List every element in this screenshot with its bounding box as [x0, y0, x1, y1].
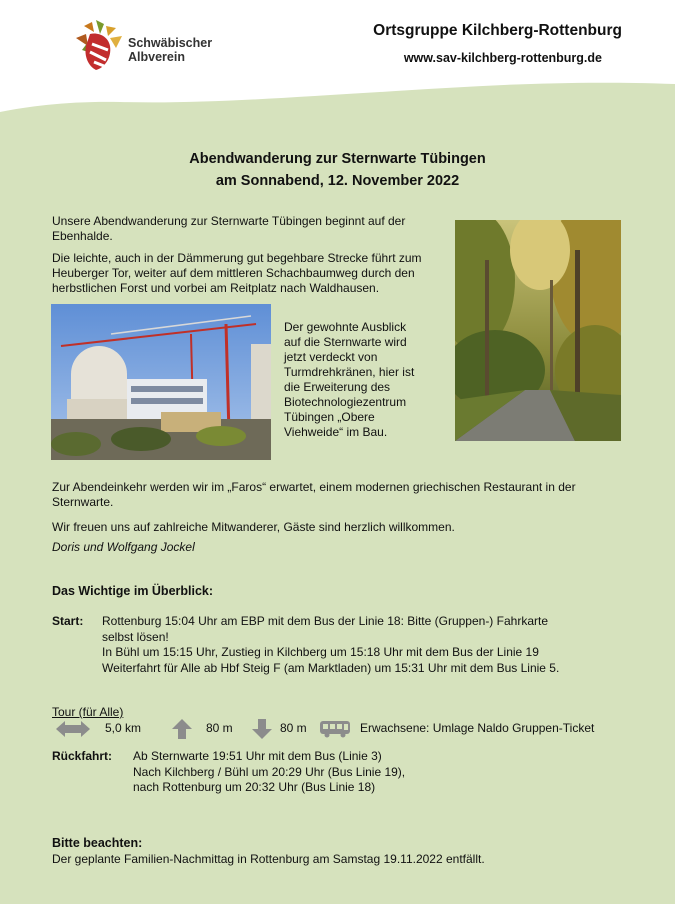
return-line: Ab Sternwarte 19:51 Uhr mit dem Bus (Linie 3)	[133, 749, 382, 763]
closing-paragraph-2: Wir freuen uns auf zahlreiche Mitwanderer, Gäste sind herzlich willkommen.	[52, 520, 455, 534]
forest-path-photo	[455, 220, 621, 441]
note-heading: Bitte beachten:	[52, 836, 143, 850]
return-line: Nach Kilchberg / Bühl um 20:29 Uhr (Bus Linie 19),	[133, 764, 406, 779]
return-label: Rückfahrt:	[52, 749, 113, 763]
overview-heading: Das Wichtige im Überblick:	[52, 584, 214, 598]
title-line2: am Sonnabend, 12. November 2022	[215, 173, 460, 189]
closing-paragraph-1: Zur Abendeinkehr werden wir im „Faros“ erwartet, einem modernen griechischen Restaurant in der Sternwarte.	[52, 480, 576, 509]
double-arrow-icon	[56, 720, 90, 738]
start-line: Weiterfahrt für Alle ab Hbf Steig F (am Marktladen) um 15:31 Uhr mit dem Bus Linie 5.	[102, 660, 560, 675]
start-details	[102, 614, 602, 676]
start-line: In Bühl um 15:15 Uhr, Zustieg in Kilchberg um 15:18 Uhr mit dem Bus der Linie 19	[102, 645, 539, 659]
tour-distance: 5,0 km	[105, 721, 142, 735]
bus-icon	[319, 720, 351, 738]
page-title	[0, 148, 675, 192]
observatory-photo	[51, 304, 271, 460]
return-line: nach Rottenburg um 20:32 Uhr (Bus Linie 18)	[133, 780, 376, 794]
tour-info-row	[52, 718, 652, 740]
start-line: selbst lösen!	[102, 629, 169, 644]
signature: Doris und Wolfgang Jockel	[52, 540, 195, 554]
logo-line2: Albverein	[128, 50, 185, 64]
org-url[interactable]: www.sav-kilchberg-rottenburg.de	[403, 51, 602, 65]
logo-text	[128, 36, 212, 64]
start-label: Start:	[52, 614, 84, 628]
tour-ascent: 80 m	[206, 721, 233, 735]
tour-label: Tour (für Alle)	[52, 705, 124, 719]
org-name: Ortsgruppe Kilchberg-Rottenburg	[373, 22, 622, 39]
tour-descent: 80 m	[280, 721, 307, 735]
tour-ticket: Erwachsene: Umlage Naldo Gruppen-Ticket	[360, 721, 595, 735]
arrow-down-icon	[252, 719, 272, 739]
logo-line1: Schwäbischer	[128, 36, 213, 50]
title-line1: Abendwanderung zur Sternwarte Tübingen	[189, 151, 486, 167]
intro-paragraph-2: Die leichte, auch in der Dämmerung gut begehbare Strecke führt zum Heuberger Tor, weiter auf dem mittleren Schachbaumweg durch den herbstlichen Forst und vorbei am Reitplatz nach Waldhausen.	[52, 251, 422, 295]
photo-caption: Der gewohnte Ausblick auf die Sternwarte wird jetzt verdeckt von Turmdrehkränen, hier ist die Erweiterung des Biotechnologiezentrum Tübingen „Obere Viehweide“ im Bau.	[284, 320, 415, 439]
start-line: Rottenburg 15:04 Uhr am EBP mit dem Bus der Linie 18: Bitte (Gruppen-) Fahrkarte	[102, 614, 548, 628]
arrow-up-icon	[172, 719, 192, 739]
albverein-logo-icon	[74, 20, 124, 72]
note-text: Der geplante Familien-Nachmittag in Rottenburg am Samstag 19.11.2022 entfällt.	[52, 852, 485, 866]
page-header	[0, 0, 675, 120]
return-details	[133, 749, 405, 796]
intro-paragraph-1: Unsere Abendwanderung zur Sternwarte Tübingen beginnt auf der Ebenhalde.	[52, 214, 406, 243]
